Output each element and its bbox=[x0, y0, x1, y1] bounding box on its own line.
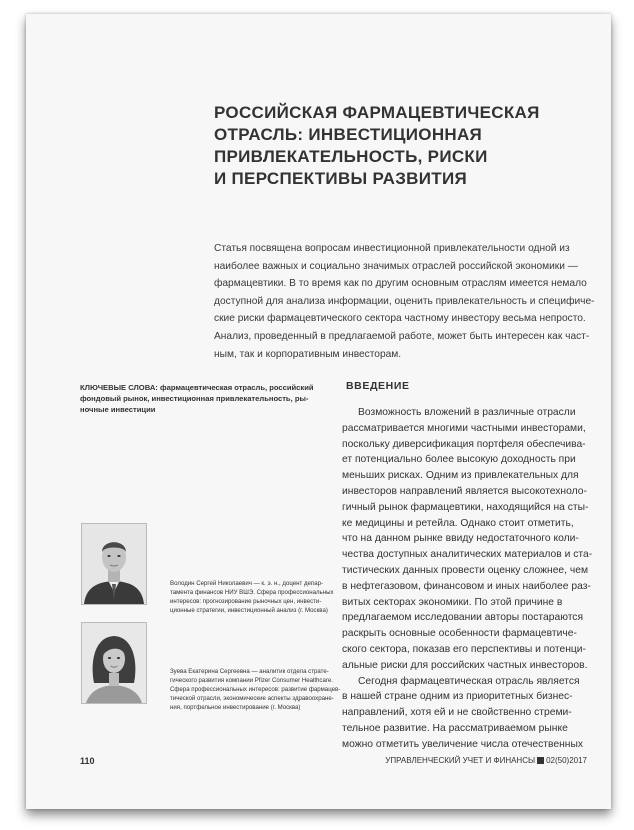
journal-issue: 02(50)2017 bbox=[546, 756, 587, 765]
abstract-line: ские риски фармацевтического сектора частному инвестору весьма непросто. bbox=[214, 313, 586, 325]
journal-footer bbox=[385, 756, 587, 765]
article-title bbox=[214, 102, 554, 190]
author-bio-line: ционные стратегии, инвестиционный анализ (г. Москва) bbox=[170, 606, 328, 614]
author-bio-line: интересов: прогнозирование рыночных цен, инвести- bbox=[170, 597, 322, 605]
author-bio bbox=[170, 580, 346, 616]
body-line: рассматривается многими частными инвесторами, bbox=[342, 422, 586, 434]
title-line: И ПЕРСПЕКТИВЫ РАЗВИТИЯ bbox=[214, 169, 467, 188]
author-bio-line: Зуева Екатерина Сергеевна — аналитик отдела страте- bbox=[170, 668, 329, 675]
title-line: ПРИВЛЕКАТЕЛЬНОСТЬ, РИСКИ bbox=[214, 147, 488, 166]
body-line: витых секторах экономики. По этой причине в bbox=[342, 596, 563, 608]
body-line: гичный рынок фармацевтики, находящийся на сты- bbox=[342, 501, 589, 513]
author-bio bbox=[170, 668, 346, 713]
keywords bbox=[80, 382, 320, 415]
body-line: чества доступных аналитических материалов и ста- bbox=[342, 549, 593, 561]
body-line: предлагаемом исследовании авторы постараются bbox=[342, 612, 584, 624]
body-line: ет потенциально более высокую доходность при bbox=[342, 454, 576, 466]
author-bio-line: ния, портфельное инвестирование (г. Москва) bbox=[170, 703, 301, 711]
page-number: 110 bbox=[80, 756, 95, 766]
body-line: альные риски для российских частных инвесторов. bbox=[342, 659, 588, 671]
author-photo bbox=[81, 622, 147, 704]
author-photo bbox=[81, 523, 147, 605]
body-line: направлений, хотя ей и не свойственно стреми- bbox=[342, 707, 572, 719]
female-portrait-icon bbox=[82, 623, 146, 703]
body-column bbox=[342, 405, 604, 753]
body-line: поскольку диверсификация портфеля обеспечива- bbox=[342, 438, 586, 450]
abstract-line: Анализ, проведенный в предлагаемой работе, может быть интересен как част- bbox=[214, 330, 590, 342]
body-line: ского сектора, показав его перспективы и потенци- bbox=[342, 643, 586, 655]
journal-name: УПРАВЛЕНЧЕСКИЙ УЧЕТ И ФИНАНСЫ bbox=[385, 756, 536, 765]
body-line: раскрыть основные особенности фармацевтиче- bbox=[342, 628, 577, 640]
square-bullet-icon bbox=[537, 757, 544, 764]
body-line: что на данном рынке ввиду недостаточного коли- bbox=[342, 533, 579, 545]
male-portrait-icon bbox=[82, 524, 146, 604]
body-line: тистических данных провести оценку сложнее, чем bbox=[342, 564, 589, 576]
body-line: можно отметить увеличение числа отечественных bbox=[342, 738, 584, 750]
title-line: ОТРАСЛЬ: ИНВЕСТИЦИОННАЯ bbox=[214, 125, 483, 144]
section-heading: ВВЕДЕНИЕ bbox=[346, 380, 410, 392]
abstract-line: фармацевтики. В то время как по другим основным отраслям имеется немало bbox=[214, 278, 587, 290]
abstract-line: доступной для анализа информации, оценить привлекательность и специфиче- bbox=[214, 295, 595, 307]
body-line: тельное развитие. На рассматриваемом рынке bbox=[342, 722, 568, 734]
abstract-line: наиболее важных и социально значимых отраслей российской экономики — bbox=[214, 260, 578, 272]
title-line: РОССИЙСКАЯ ФАРМАЦЕВТИЧЕСКАЯ bbox=[214, 103, 540, 122]
body-line: Сегодня фармацевтическая отрасль является bbox=[358, 675, 580, 687]
body-line: меньших рисках. Одним из привлекательных для bbox=[342, 470, 579, 482]
journal-page bbox=[26, 14, 611, 809]
author-bio-line: тамента финансов НИУ ВШЭ. Сфера профессиональных bbox=[170, 588, 334, 596]
abstract-line: ным, так и корпоративным инвесторам. bbox=[214, 348, 402, 360]
keywords-line: фондовый рынок, инвестиционная привлекательность, ры- bbox=[80, 394, 309, 403]
body-line: инвесторов направлений является высокотехноло- bbox=[342, 485, 587, 497]
body-line: ке медицины и ретейла. Однако стоит отметить, bbox=[342, 517, 574, 529]
keywords-line: КЛЮЧЕВЫЕ СЛОВА: фармацевтическая отрасль, российский bbox=[80, 383, 314, 392]
author-bio-line: Володин Сергей Николаевич — к. э. н., доцент депар- bbox=[170, 580, 324, 587]
body-line: Возможность вложений в различные отрасли bbox=[358, 407, 576, 418]
author-bio-line: тической отрасли, экономические аспекты здравоохране- bbox=[170, 694, 334, 702]
keywords-line: ночные инвестиции bbox=[80, 405, 156, 414]
body-line: в нашей стране одним из приоритетных бизнес- bbox=[342, 691, 573, 703]
article-abstract bbox=[214, 240, 595, 363]
author-bio-line: гического развития компании Pfizer Consumer Healthcare. bbox=[170, 676, 333, 684]
author-bio-line: Сфера профессиональных интересов: развитие фармацев- bbox=[170, 685, 341, 693]
body-line: в нефтегазовом, финансовом и иных наиболее раз- bbox=[342, 580, 591, 592]
abstract-line: Статья посвящена вопросам инвестиционной привлекательности одной из bbox=[214, 243, 570, 254]
